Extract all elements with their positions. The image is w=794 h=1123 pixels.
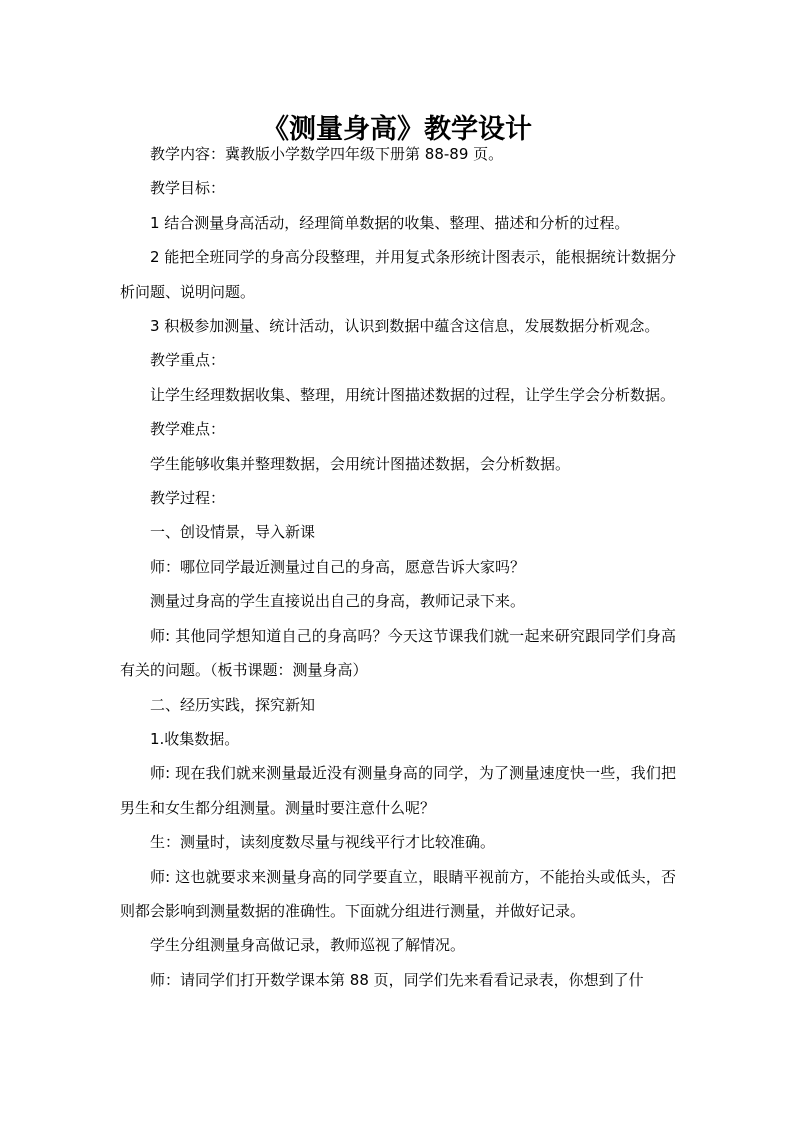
paragraph-student-group: 学生分组测量身高做记录，教师巡视了解情况。 bbox=[150, 936, 466, 955]
paragraph-teacher-question-1: 师：哪位同学最近测量过自己的身高，愿意告诉大家吗？ bbox=[150, 557, 526, 576]
paragraph-goal-3: 3 积极参加测量、统计活动，认识到数据中蕴含这信息，发展数据分析观念。 bbox=[150, 317, 660, 336]
paragraph-teacher-intro: 师: 其他同学想知道自己的身高吗？今天这节课我们就一起来研究跟同学们身高有关的问题。（板书课题：测量身高） bbox=[120, 626, 676, 680]
paragraph-key-points: 让学生经理数据收集、整理，用统计图描述数据的过程，让学生学会分析数据。 bbox=[150, 385, 676, 404]
paragraph-teacher-textbook: 师：请同学们打开数学课本第 88 页，同学们先来看看记录表，你想到了什 bbox=[150, 970, 644, 989]
paragraph-difficulties: 学生能够收集并整理数据，会用统计图描述数据，会分析数据。 bbox=[150, 454, 571, 473]
document-title: 《测量身高》教学设计 bbox=[262, 114, 532, 146]
paragraph-difficulties-heading: 教学难点： bbox=[150, 420, 226, 439]
paragraph-goal-2: 2 能把全班同学的身高分段整理，并用复式条形统计图表示，能根据统计数据分析问题、说明问题。 bbox=[120, 248, 676, 301]
paragraph-teacher-instruction: 师: 这也就要求来测量身高的同学要直立，眼睛平视前方，不能抬头或低头，否则都会影响到测量数据的准确性。下面就分组进行测量，并做好记录。 bbox=[120, 867, 676, 920]
paragraph-student-answer: 生：测量时，读刻度数尽量与视线平行才比较准确。 bbox=[150, 833, 496, 852]
paragraph-teaching-content: 教学内容：冀教版小学数学四年级下册第 88-89 页。 bbox=[150, 145, 504, 163]
paragraph-goal-1: 1 结合测量身高活动，经理简单数据的收集、整理、描述和分析的过程。 bbox=[150, 213, 630, 232]
paragraph-section-1-heading: 一、创设情景，导入新课 bbox=[150, 523, 316, 542]
paragraph-student-response-1: 测量过身高的学生直接说出自己的身高，教师记录下来。 bbox=[150, 592, 526, 611]
paragraph-section-2-heading: 二、经历实践，探究新知 bbox=[150, 695, 316, 714]
paragraph-teacher-measure: 师: 现在我们就来测量最近没有测量身高的同学，为了测量速度快一些，我们把男生和女生都分组测量。测量时要注意什么呢？ bbox=[120, 764, 676, 817]
document-body bbox=[120, 137, 676, 997]
paragraph-process-heading: 教学过程： bbox=[150, 489, 226, 508]
paragraph-teaching-goals-heading: 教学目标： bbox=[150, 179, 226, 198]
paragraph-collect-data-heading: 1.收集数据。 bbox=[150, 729, 240, 748]
paragraph-key-points-heading: 教学重点： bbox=[150, 351, 226, 370]
